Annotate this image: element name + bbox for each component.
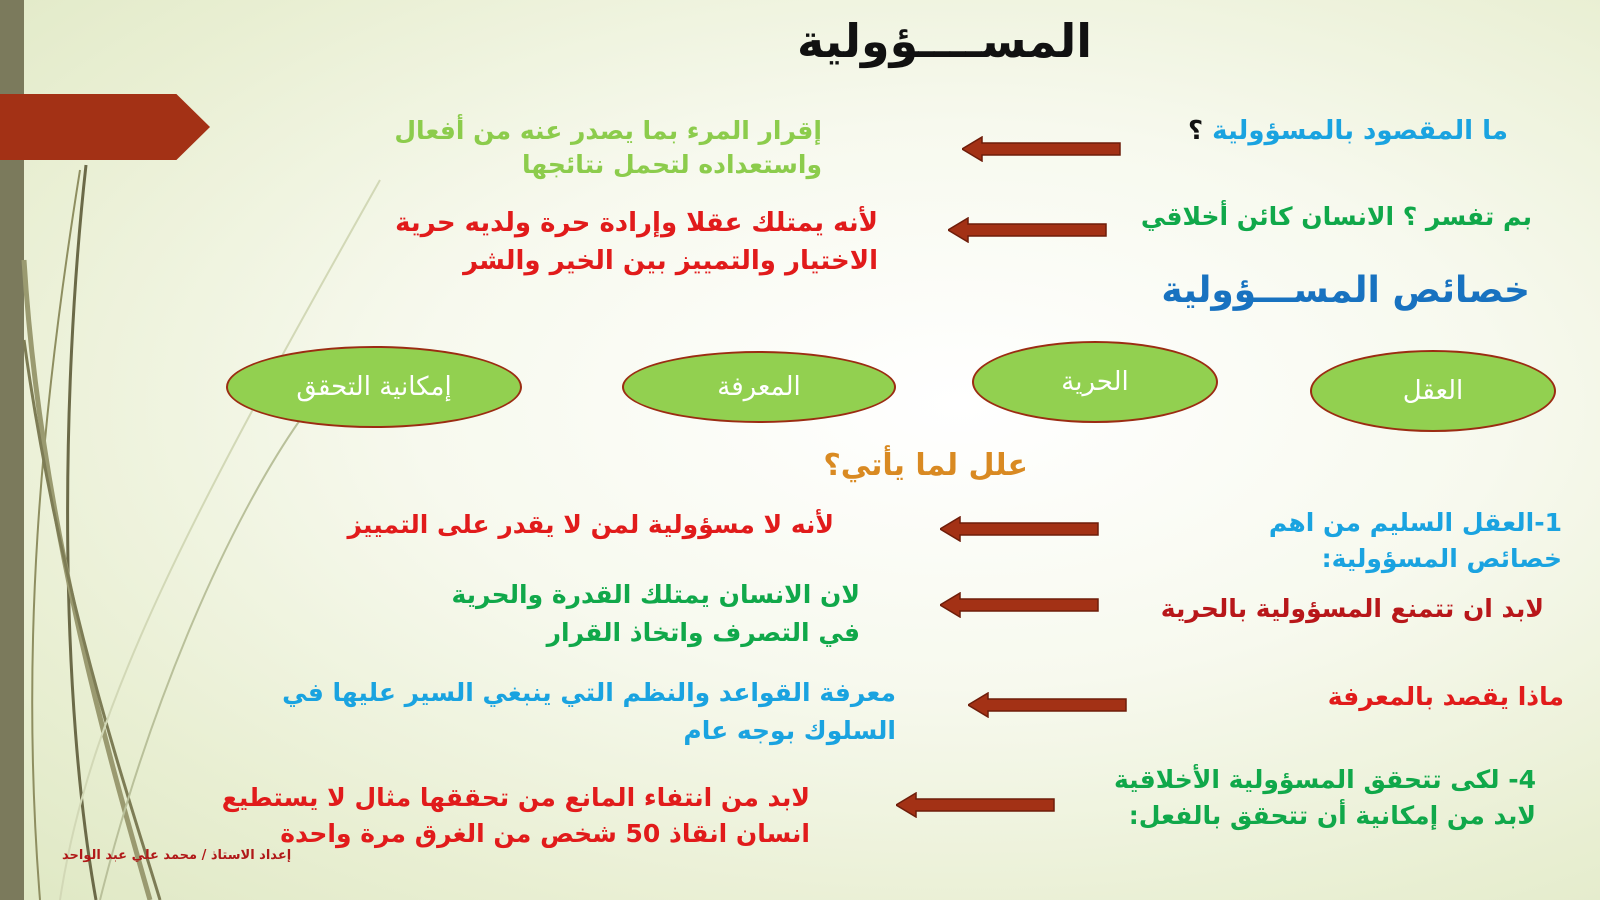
explain-a1: لأنه لا مسؤولية لمن لا يقدر على التمييز: [347, 510, 834, 539]
arrow-left-icon: [940, 516, 1100, 542]
characteristic-feasibility: [226, 346, 522, 428]
characteristic-knowledge: [622, 351, 896, 423]
explain-q4: [1114, 762, 1536, 834]
explain-a2: [452, 576, 861, 652]
explain-a2-line1: لان الانسان يمتلك القدرة والحرية: [451, 580, 860, 609]
explain-q4-line1: 4- لكى تتحقق المسؤولية الأخلاقية: [1114, 765, 1536, 794]
section-title-characteristics: خصائص المســـؤولية: [1161, 270, 1530, 311]
decorative-curves: [0, 0, 400, 900]
explain-q1-line1: 1-العقل السليم من اهم: [1268, 508, 1562, 537]
characteristic-freedom: [972, 341, 1218, 423]
explain-q1-line2: خصائص المسؤولية:: [1321, 544, 1562, 573]
arrow-left-icon: [948, 217, 1108, 243]
explain-a3-line1: معرفة القواعد والنظم التي ينبغي السير عليها في: [282, 678, 896, 707]
footer-author: إعداد الاستاذ / محمد علي عبد الواحد: [62, 848, 292, 863]
explain-a4: [222, 780, 810, 852]
question-moral-being: بم تفسر ؟ الانسان كائن أخلاقي: [1140, 202, 1532, 231]
explain-q4-line2: لابد من إمكانية أن تتحقق بالفعل:: [1128, 801, 1536, 830]
characteristic-freedom-label: الحرية: [1061, 367, 1129, 397]
explain-title: علل لما يأتي؟: [823, 448, 1028, 483]
explain-a3: [282, 674, 896, 750]
answer-meaning-line2: واستعداده لتحمل نتائجها: [522, 150, 822, 179]
question-meaning: [1188, 116, 1508, 146]
explain-a2-line2: في التصرف واتخاذ القرار: [546, 618, 860, 647]
explain-a4-line2: انسان انقاذ 50 شخص من الغرق مرة واحدة: [280, 819, 810, 848]
explain-a4-line1: لابد من انتفاء المانع من تحققها مثال لا يستطيع: [221, 783, 810, 812]
characteristic-reason-label: العقل: [1402, 376, 1464, 406]
answer-moral-being: [395, 204, 878, 280]
arrow-left-icon: [968, 692, 1128, 718]
page-title: المســــؤولية: [797, 14, 1092, 68]
characteristic-knowledge-label: المعرفة: [717, 372, 801, 402]
explain-q3: ماذا يقصد بالمعرفة: [1327, 682, 1564, 711]
arrow-left-icon: [962, 136, 1122, 162]
answer-meaning-line1: إقرار المرء بما يصدر عنه من أفعال: [394, 116, 822, 145]
question-meaning-text: ما المقصود بالمسؤولية: [1212, 116, 1508, 146]
answer-meaning: [394, 114, 822, 182]
arrow-left-icon: [896, 792, 1056, 818]
explain-q2: لابد ان تتمنع المسؤولية بالحرية: [1160, 594, 1544, 623]
question-mark: ؟: [1188, 116, 1213, 146]
explain-a3-line2: السلوك بوجه عام: [683, 716, 896, 745]
answer-moral-being-line1: لأنه يمتلك عقلا وإرادة حرة ولديه حرية: [395, 208, 878, 238]
arrow-left-icon: [940, 592, 1100, 618]
characteristic-reason: [1310, 350, 1556, 432]
characteristic-feasibility-label: إمكانية التحقق: [296, 372, 452, 402]
explain-q1: [1269, 505, 1562, 577]
answer-moral-being-line2: الاختيار والتمييز بين الخير والشر: [463, 246, 878, 276]
